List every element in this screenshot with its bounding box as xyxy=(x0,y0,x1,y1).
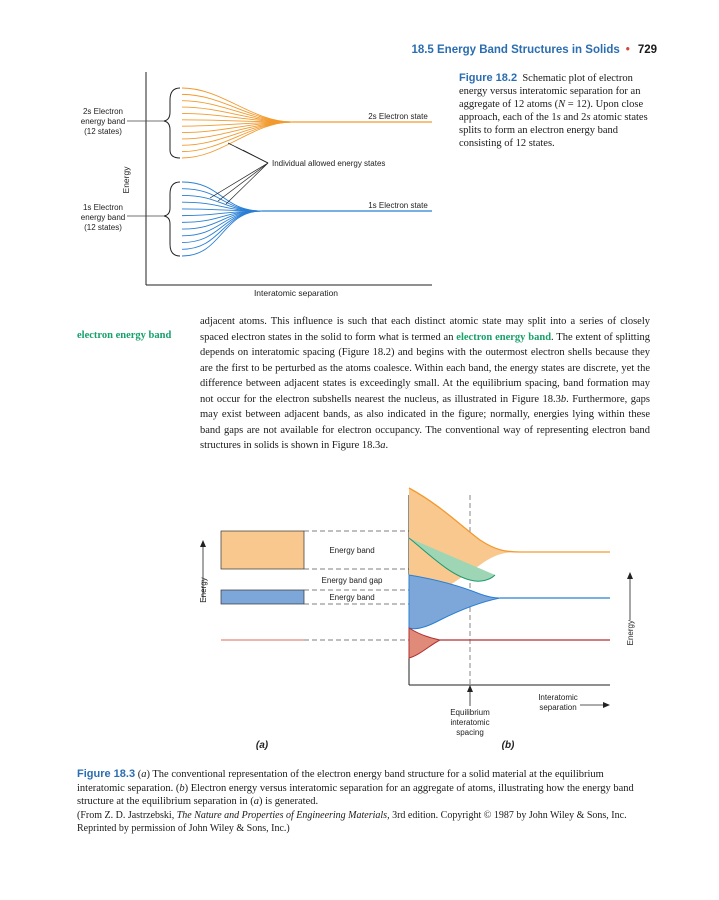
band2s-state-line xyxy=(182,101,292,122)
fig183-cap-a2: a xyxy=(253,796,259,807)
page-number: 729 xyxy=(637,44,657,56)
figure-18-3-diagram xyxy=(0,470,719,770)
body-text-3a: a xyxy=(380,440,386,451)
fig182-cap3: and 2 xyxy=(560,112,587,123)
margin-term: electron energy band xyxy=(77,330,172,341)
label-1s-state: 1s Electron state xyxy=(368,201,428,210)
band-b-core xyxy=(409,628,440,658)
band1s-state-line xyxy=(182,189,262,211)
eq-line2: interatomic xyxy=(450,718,490,727)
equilibrium-arrow xyxy=(467,685,473,692)
fig182-y-label: Energy xyxy=(121,166,131,194)
fig182-cap2: = 12). Upon close approach, each of the 1 xyxy=(459,99,644,123)
fig183b-y-label: Energy xyxy=(626,620,635,646)
fig182-x-label: Interatomic separation xyxy=(253,288,339,298)
band2s-state-line xyxy=(182,88,292,122)
band1s-state-line xyxy=(182,211,262,236)
body-term: electron energy band xyxy=(456,331,552,343)
fig183-cap1: ( xyxy=(135,769,142,780)
2s-band-curves xyxy=(182,88,432,158)
label-2s-state: 2s Electron state xyxy=(368,112,428,121)
fig183b-x-line2: separation xyxy=(539,703,577,712)
panel-b-label: (b) xyxy=(501,740,515,751)
label-2s-line2: energy band xyxy=(80,117,126,126)
credit-2: 3rd edition. Copyright © 1987 by John Wiley & Sons, Inc. Reprinted by permission of John Wiley & Sons, Inc.) xyxy=(77,809,627,834)
fig183b-energy-arrow xyxy=(627,572,633,579)
band1s-state-line xyxy=(182,211,262,256)
section-title: 18.5 Energy Band Structures in Solids xyxy=(411,44,620,56)
fig183b-x-line1: Interatomic xyxy=(538,693,578,702)
label-1s-band xyxy=(81,203,125,232)
fig182-cap-n: N xyxy=(558,99,566,110)
credit-1: (From Z. D. Jastrzebski, xyxy=(77,809,177,821)
body-text-2b: b xyxy=(560,393,567,405)
1s-band-curves xyxy=(182,182,432,256)
label-allowed-states: Individual allowed energy states xyxy=(272,159,386,168)
header-separator: • xyxy=(625,44,630,56)
x-axis-arrow xyxy=(603,702,610,708)
fig183-cap2: ) The conventional representation of the electron energy band structure for a solid material at the equilibrium interatomic separation. ( xyxy=(77,769,604,794)
label-2s-line3: (12 states) xyxy=(84,127,122,136)
label-2s-line1: 2s Electron xyxy=(82,107,124,116)
label-1s-line3: (12 states) xyxy=(84,223,122,232)
fig182-cap1: Schematic plot of electron energy versus interatomic separation for an aggregate of 12 atoms ( xyxy=(459,73,641,110)
equilibrium-label xyxy=(450,708,490,737)
fig182-cap4: atomic states splits to form an electron energy band consisting of 12 states. xyxy=(459,112,648,149)
eq-line3: spacing xyxy=(456,728,484,737)
band-a-bottom xyxy=(221,590,304,604)
fig183-cap3: ) Electron energy versus interatomic separation for an aggregate of atoms, illustrating how the energy band structure at the equilibrium separation in ( xyxy=(77,782,634,807)
label-2s-band xyxy=(81,107,125,136)
eq-line1: Equilibrium xyxy=(450,708,490,717)
credit-title: The Nature and Properties of Engineering Materials, xyxy=(176,809,390,821)
figure-18-2-diagram xyxy=(0,0,719,300)
fig183-cap4: ) is generated. xyxy=(258,796,319,807)
fig183a-y-arrow xyxy=(200,540,206,547)
fig182-cap-s1: s xyxy=(556,112,561,123)
label-1s-line1: 1s Electron xyxy=(82,203,124,212)
panel-a-label: (a) xyxy=(255,740,269,751)
fig183-cap-b: b xyxy=(179,782,185,794)
body-paragraph xyxy=(200,314,650,454)
label-1s-line2: energy band xyxy=(80,213,126,222)
fig182-label: Figure 18.2 xyxy=(459,72,518,84)
body-text-2: . The extent of splitting depends on interatomic spacing (Figure 18.2) and begins with the outermost electron shells because they are the first to be perturbed as the atoms coalesce. Within each band, the energy states are discrete, yet the difference between adjacent states is exceedingly small. At the equilibrium spacing, band formation may not occur for the electron subshells nearest the nucleus, as illustrated in Figure 18.3 xyxy=(200,331,650,405)
label-energy-band-bottom: Energy band xyxy=(329,593,375,602)
label-energy-band-top: Energy band xyxy=(329,546,375,555)
figure-18-2-caption xyxy=(459,72,659,150)
band-a-top xyxy=(221,531,304,569)
band-b-mid xyxy=(409,575,610,629)
brace-2s xyxy=(164,88,180,158)
figure-18-3-caption xyxy=(77,768,652,836)
figure-credit xyxy=(77,810,627,835)
fig183b-x-label xyxy=(538,693,578,712)
allowed-state-arrows xyxy=(210,143,268,204)
fig183-label: Figure 18.3 xyxy=(77,768,136,780)
brace-1s xyxy=(164,182,180,256)
body-text-3: . Furthermore, gaps may exist between adjacent bands, as also indicated in the figure; normally, energies lying within these band gaps are not available for electron occupancy. The conventional way of representing electron band structures in solids is shown in Figure 18.3 xyxy=(200,393,650,451)
label-energy-band-gap: Energy band gap xyxy=(321,576,383,585)
body-text-4: . xyxy=(385,440,389,451)
fig183-cap-a: a xyxy=(141,769,147,780)
fig183a-y-label: Energy xyxy=(199,577,208,603)
band-b-top xyxy=(409,488,610,592)
fig182-cap-s2: s xyxy=(586,112,591,123)
body-text-1: adjacent atoms. This influence is such that each distinct atomic state may split into a series of closely spaced electron states in the solid to form what is termed an xyxy=(200,316,650,343)
